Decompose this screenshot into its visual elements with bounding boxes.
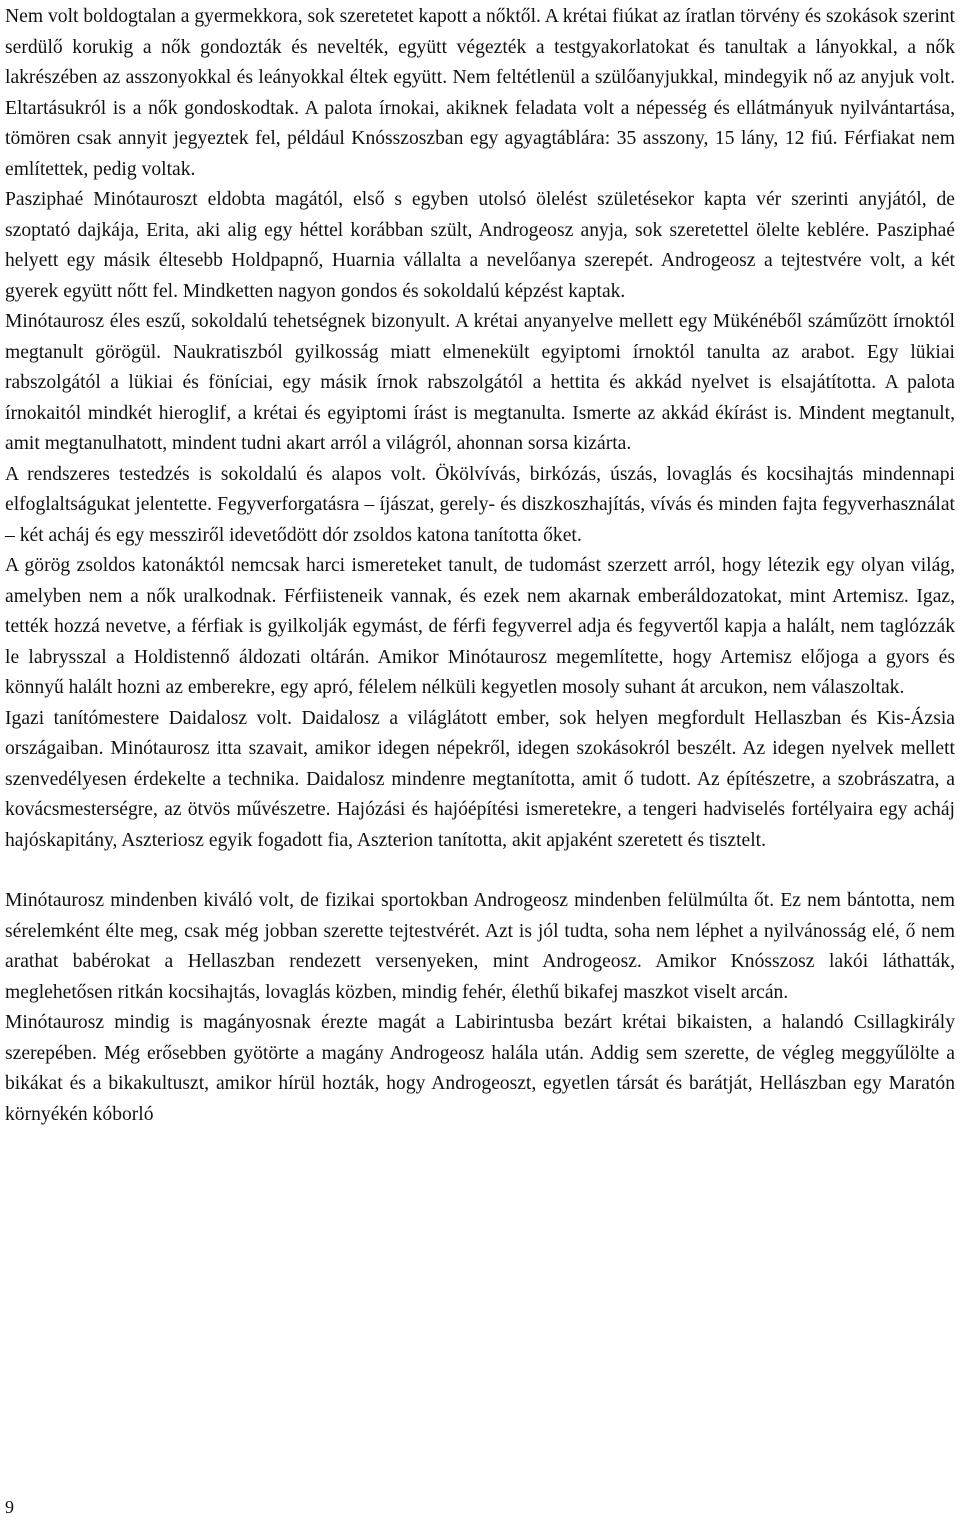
paragraph-pasiphae: Pasziphaé Minótauroszt eldobta magától, első s egyben utolsó ölelést születésekor kapta vér szerinti anyjától, de szoptató dajkája, Erita, aki alig egy héttel korábban szült, Androgeosz anyja, sok szeretettel ölelte keblére. Pasziphaé helyett egy másik éltesebb Holdpapnő, Huarnia vállalta a nevelőanya szerepét. Androgeosz a tejtestvére volt, a két gyerek együtt nőtt fel. Mindketten nagyon gondos és sokoldalú képzést kaptak. bbox=[5, 189, 955, 302]
document-page bbox=[5, 2, 955, 1130]
paragraph-childhood: Nem volt boldogtalan a gyermekkora, sok szeretetet kapott a nőktől. A krétai fiúkat az íratlan törvény és szokások szerint serdülő korukig a nők gondozták és nevelték, együtt végezték a testgyakorlatokat és tanultak a lányokkal, a nők lakrészében az asszonyokkal és leányokkal éltek együtt. Nem feltétlenül a szülőanyjukkal, mindegyik nő az anyjuk volt. Eltartásukról is a nők gondoskodtak. A palota írnokai, akiknek feladata volt a népesség és ellátmányuk nyilvántartása, tömören csak annyit jegyeztek fel, például Knósszoszban egy agyagtáblára: 35 asszony, 15 lány, 12 fiú. Férfiakat nem említettek, pedig voltak. bbox=[5, 6, 955, 180]
paragraph-loneliness: Minótaurosz mindig is magányosnak érezte magát a Labirintusba bezárt krétai bikaisten, a halandó Csillagkirály szerepében. Még erősebben gyötörte a magány Androgeosz halála után. Addig sem szerette, de végleg meggyűlölte a bikákat és a bikakultuszt, amikor hírül hozták, hogy Androgeoszt, egyetlen társát és barátját, Hellászban egy Maratón környékén kóborló bbox=[5, 1012, 955, 1125]
paragraph-languages: Minótaurosz éles eszű, sokoldalú tehetségnek bizonyult. A krétai anyanyelve mellett egy Mükénéből száműzött írnoktól megtanult görögül. Naukratiszból gyilkosság miatt elmenekült egyiptomi írnoktól tanulta az arabot. Egy lükiai rabszolgától a lükiai és föníciai, egy másik írnok rabszolgától a hettita és akkád nyelvet is elsajátította. A palota írnokaitól mindkét hieroglif, a krétai és egyiptomi írást is megtanulta. Ismerte az akkád ékírást is. Mindent megtanult, amit megtanulhatott, mindent tudni akart arról a világról, ahonnan sorsa kizárta. bbox=[5, 311, 955, 454]
paragraph-daidalos: Igazi tanítómestere Daidalosz volt. Daidalosz a világlátott ember, sok helyen megfordult Hellaszban és Kis-Ázsia országaiban. Minótaurosz itta szavait, amikor idegen népekről, idegen szokásokról beszélt. Az idegen nyelvek mellett szenvedélyesen érdekelte a technika. Daidalosz mindenre megtanította, amit ő tudott. Az építészetre, a szobrászatra, a kovácsmesterségre, az ötvös művészetre. Hajózási és hajóépítési ismeretekre, a tengeri hadviselés fortélyaira egy acháj hajóskapitány, Aszteriosz egyik fogadott fia, Aszterion tanította, akit apjaként szeretett és tisztelt. bbox=[5, 707, 955, 851]
page-number: 9 bbox=[5, 1497, 14, 1517]
paragraph-greek-soldiers: A görög zsoldos katonáktól nemcsak harci ismereteket tanult, de tudomást szerzett arról, hogy létezik egy olyan világ, amelyben nem a nők uralkodnak. Férfiisteneik vannak, és ezek nem akarnak emberáldozatokat, mint Artemisz. Igaz, tették hozzá nevetve, a férfiak is gyilkolják egymást, de férfi fegyverrel adja és fegyvertől kapja a halált, nem taglózzák le labrysszal a Holdistennő áldozati oltárán. Amikor Minótaurosz megemlítette, hogy Artemisz előjoga a gyors és könnyű halált hozni az emberekre, egy apró, félelem nélküli kegyetlen mosoly suhant át arcukon, nem válaszoltak. bbox=[5, 555, 955, 698]
paragraph-training: A rendszeres testedzés is sokoldalú és alapos volt. Ökölvívás, birkózás, úszás, lovaglás és kocsihajtás mindennapi elfoglaltságukat jelentette. Fegyverforgatásra – íjászat, gerely- és diszkoszhajítás, vívás és minden fajta fegyverhasználat – két acháj és egy messziről idevetődött dór zsoldos katona tanította őket. bbox=[5, 463, 955, 546]
paragraph-androgeos: Minótaurosz mindenben kiváló volt, de fizikai sportokban Androgeosz mindenben felülmúlta őt. Ez nem bántotta, nem sérelemként élte meg, csak még jobban szerette tejtestvérét. Azt is jól tudta, soha nem léphet a nyilvánosság elé, ő nem arathat babérokat a Hellaszban rendezett versenyeken, mint Androgeosz. Amikor Knósszosz lakói láthatták, meglehetősen ritkán kocsihajtás, lovaglás közben, mindig fehér, élethű bikafej maszkot viselt arcán. bbox=[5, 890, 955, 1003]
